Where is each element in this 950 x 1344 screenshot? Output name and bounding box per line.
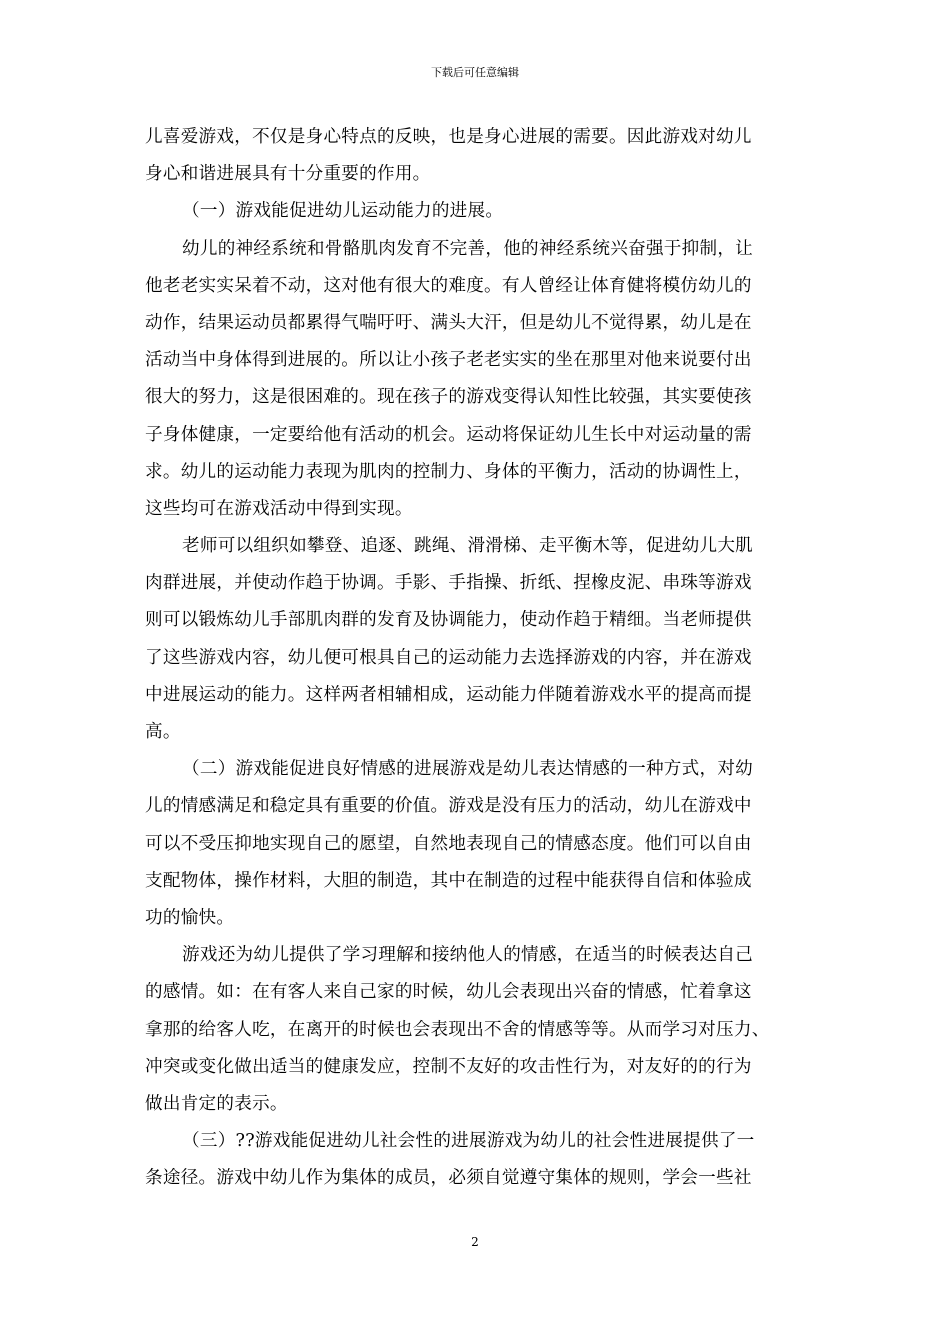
text-line: （三）??游戏能促进幼儿社会性的进展游戏为幼儿的社会性进展提供了一 [182,1131,755,1152]
text-line: 的感情。如：在有客人来自己家的时候，幼儿会表现出兴奋的情感，忙着拿这 [145,982,752,1003]
text-line: 老师可以组织如攀登、追逐、跳绳、滑滑梯、走平衡木等，促进幼儿大肌 [182,536,754,557]
document-body [145,119,807,1197]
section-heading-3-paragraph [145,1123,807,1197]
section-heading-2-paragraph [145,751,807,937]
text-line: 游戏还为幼儿提供了学习理解和接纳他人的情感，在适当的时候表达自己 [182,945,754,966]
text-line: 儿的情感满足和稳定具有重要的价值。游戏是没有压力的活动，幼儿在游戏中 [145,796,752,817]
text-line: 高。 [145,722,181,742]
text-line: 肉群进展，并使动作趋于协调。手影、手指操、折纸、捏橡皮泥、串珠等游戏 [145,573,752,594]
text-line: 儿喜爱游戏，不仅是身心特点的反映，也是身心进展的需要。因此游戏对幼儿 [145,127,752,147]
text-line: 冲突或变化做出适当的健康发应，控制不友好的攻击性行为，对友好的的行为 [145,1056,752,1077]
paragraph [145,937,807,1123]
text-line: 幼儿的神经系统和骨骼肌肉发育不完善，他的神经系统兴奋强于抑制，让 [182,238,754,259]
text-line: 他老老实实呆着不动，这对他有很大的难度。有人曾经让体育健将模仿幼儿的 [145,275,752,296]
text-line: 子身体健康，一定要给他有活动的机会。运动将保证幼儿生长中对运动量的需 [145,424,752,445]
text-line: 支配物体，操作材料，大胆的制造，其中在制造的过程中能获得自信和体验成 [145,870,752,891]
page-header: 下载后可任意编辑 [431,66,519,79]
paragraph [145,231,807,529]
text-line: 则可以锻炼幼儿手部肌肉群的发育及协调能力，使动作趋于精细。当老师提供 [145,610,752,631]
text-line: 可以不受压抑地实现自己的愿望，自然地表现自己的情感态度。他们可以自由 [145,833,752,854]
paragraph-continued [145,119,807,193]
text-line: 拿那的给客人吃，在离开的时候也会表现出不舍的情感等等。从而学习对压力、 [145,1019,770,1040]
text-line: 活动当中身体得到进展的。所以让小孩子老老实实的坐在那里对他来说要付出 [145,350,752,371]
text-line: 做出肯定的表示。 [145,1093,288,1114]
text-line: 中进展运动的能力。这样两者相辅相成，运动能力伴随着游戏水平的提高而提 [145,684,752,705]
page-number: 2 [471,1235,479,1249]
text-line: 功的愉快。 [145,907,235,928]
text-line: 求。幼儿的运动能力表现为肌肉的控制力、身体的平衡力，活动的协调性上， [145,461,752,482]
text-line: 动作，结果运动员都累得气喘吁吁、满头大汗，但是幼儿不觉得累，幼儿是在 [145,312,752,333]
text-line: 条途径。游戏中幼儿作为集体的成员，必须自觉遵守集体的规则，学会一些社 [145,1168,752,1189]
paragraph [145,528,807,751]
text-line: 了这些游戏内容，幼儿便可根具自己的运动能力去选择游戏的内容，并在游戏 [145,647,752,668]
text-line: 这些均可在游戏活动中得到实现。 [145,498,413,519]
text-line: 身心和谐进展具有十分重要的作用。 [145,164,431,185]
text-line: （二）游戏能促进良好情感的进展游戏是幼儿表达情感的一种方式，对幼 [182,759,754,780]
text-line: 很大的努力，这是很困难的。现在孩子的游戏变得认知性比较强，其实要使孩 [145,387,752,408]
text-line: （一）游戏能促进幼儿运动能力的进展。 [182,201,504,222]
section-heading-1 [145,193,807,230]
